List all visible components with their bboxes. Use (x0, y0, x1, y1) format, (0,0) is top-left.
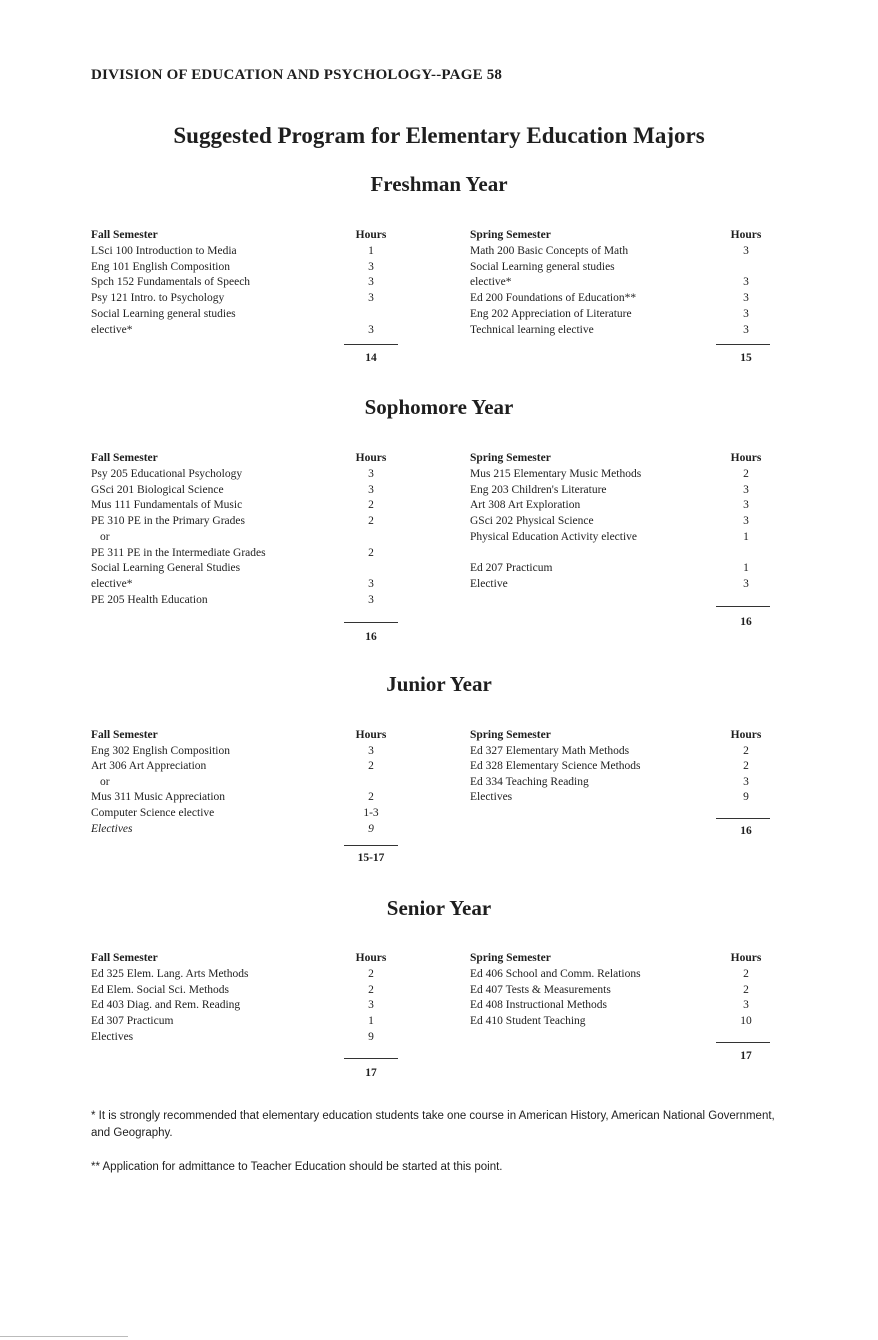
spring-course: Social Learning general studies (470, 260, 615, 273)
spring-course-hours: 3 (743, 308, 749, 320)
fall-course-hours: 9 (368, 822, 374, 835)
spring-course: Art 308 Art Exploration (470, 499, 581, 512)
fall-course-hours: 3 (368, 292, 374, 305)
spring-semester-heading: Spring Semester (470, 729, 551, 741)
spring-hours-heading: Hours (730, 729, 762, 741)
spring-course-hours: 3 (743, 499, 749, 512)
fall-total-hours: 17 (365, 1067, 377, 1079)
spring-total-hours: 17 (740, 1050, 752, 1062)
fall-course: elective* (91, 578, 133, 590)
spring-total-hours: 15 (740, 352, 752, 364)
spring-course-hours: 2 (743, 983, 749, 996)
spring-course: Ed 328 Elementary Science Methods (470, 760, 641, 773)
fall-course: Ed 403 Diag. and Rem. Reading (91, 999, 241, 1012)
fall-course: Ed Elem. Social Sci. Methods (91, 983, 229, 996)
spring-total-rule (716, 344, 770, 345)
spring-course: Technical learning elective (470, 323, 594, 336)
fall-total-hours: 15-17 (357, 852, 385, 864)
spring-semester-heading: Spring Semester (470, 229, 551, 241)
spring-course-hours: 3 (743, 483, 749, 496)
page-header: DIVISION OF EDUCATION AND PSYCHOLOGY--PAGE 58 (91, 67, 503, 83)
spring-course: GSci 202 Physical Science (470, 515, 594, 527)
spring-total-rule (716, 606, 770, 607)
spring-course-hours: 3 (743, 775, 749, 788)
footnote-1: * It is strongly recommended that elementary education students take one course in American History, American National Government, and Geography. (91, 1110, 775, 1139)
fall-course: or (100, 775, 110, 788)
fall-course: Social Learning General Studies (91, 562, 241, 575)
fall-course-hours: 2 (368, 967, 374, 980)
fall-course-hours: 2 (368, 760, 374, 773)
spring-course: Ed 200 Foundations of Education** (470, 292, 637, 305)
spring-course: Ed 406 School and Comm. Relations (470, 967, 641, 980)
fall-total-rule (344, 845, 398, 846)
spring-course-hours: 3 (743, 292, 749, 305)
fall-course-hours: 2 (368, 546, 374, 559)
fall-course: Psy 121 Intro. to Psychology (91, 292, 225, 305)
spring-course-hours: 3 (743, 515, 749, 527)
spring-course: Eng 202 Appreciation of Literature (470, 308, 632, 320)
fall-hours-heading: Hours (355, 729, 387, 741)
fall-total-rule (344, 344, 398, 345)
fall-hours-heading: Hours (355, 229, 387, 241)
fall-course: or (100, 530, 110, 543)
fall-course: Spch 152 Fundamentals of Speech (91, 276, 251, 289)
spring-course: Ed 327 Elementary Math Methods (470, 744, 630, 757)
fall-course: Mus 111 Fundamentals of Music (91, 499, 243, 512)
fall-total-rule (344, 1058, 398, 1059)
fall-course-hours: 3 (368, 578, 374, 590)
spring-course-hours: 2 (743, 744, 749, 757)
fall-course: Ed 307 Practicum (91, 1015, 174, 1027)
page-bottom-rule (0, 1336, 128, 1337)
spring-course-hours: 3 (743, 244, 749, 257)
fall-course-hours: 3 (368, 483, 374, 496)
spring-course: Ed 334 Teaching Reading (470, 775, 589, 788)
fall-course-hours: 3 (368, 260, 374, 273)
fall-course-hours: 2 (368, 499, 374, 512)
spring-course-hours: 2 (743, 760, 749, 773)
page-title: Suggested Program for Elementary Education Majors (173, 123, 705, 148)
spring-course: Ed 408 Instructional Methods (470, 999, 608, 1012)
fall-course: Computer Science elective (91, 807, 215, 819)
spring-hours-heading: Hours (730, 952, 762, 964)
spring-total-rule (716, 1042, 770, 1043)
spring-course: Eng 203 Children's Literature (470, 483, 607, 496)
fall-course-hours: 3 (368, 593, 374, 606)
spring-semester-heading: Spring Semester (470, 452, 551, 464)
spring-course-hours: 2 (743, 967, 749, 980)
fall-course: PE 311 PE in the Intermediate Grades (91, 546, 266, 559)
spring-course: Electives (470, 791, 513, 804)
spring-course-hours: 1 (743, 530, 749, 543)
fall-course: Electives (91, 1030, 134, 1043)
fall-course: Mus 311 Music Appreciation (91, 791, 226, 804)
fall-course: Eng 302 English Composition (91, 744, 230, 757)
fall-course-hours: 3 (368, 323, 374, 336)
spring-course-hours: 1 (743, 562, 749, 575)
year-title: Senior Year (386, 896, 492, 920)
fall-course: Art 306 Art Appreciation (91, 760, 207, 773)
fall-semester-heading: Fall Semester (91, 729, 158, 741)
fall-course-hours: 3 (368, 744, 374, 757)
spring-course-hours: 9 (743, 791, 749, 804)
fall-course: PE 205 Health Education (91, 593, 208, 606)
spring-total-hours: 16 (740, 616, 752, 628)
fall-course: Eng 101 English Composition (91, 260, 230, 273)
fall-course: GSci 201 Biological Science (91, 483, 224, 496)
spring-course-hours: 3 (743, 578, 749, 590)
spring-course-hours: 3 (743, 999, 749, 1012)
fall-course-hours: 9 (368, 1030, 374, 1043)
fall-semester-heading: Fall Semester (91, 229, 158, 241)
fall-total-rule (344, 622, 398, 623)
spring-course-hours: 3 (743, 276, 749, 289)
spring-semester-heading: Spring Semester (470, 952, 551, 964)
fall-course-hours: 3 (368, 999, 374, 1012)
fall-total-hours: 14 (365, 352, 377, 364)
fall-course: Ed 325 Elem. Lang. Arts Methods (91, 967, 249, 980)
year-title: Junior Year (386, 672, 492, 696)
fall-course-hours: 2 (368, 983, 374, 996)
fall-hours-heading: Hours (355, 952, 387, 964)
fall-course: Electives (91, 822, 133, 835)
fall-course-hours: 3 (368, 276, 374, 289)
fall-course: LSci 100 Introduction to Media (91, 244, 237, 257)
footnote-2: ** Application for admittance to Teacher Education should be started at this point. (91, 1161, 503, 1173)
spring-course-hours: 3 (743, 323, 749, 336)
spring-course: Ed 410 Student Teaching (470, 1015, 586, 1027)
fall-course-hours: 1 (368, 1015, 374, 1027)
spring-total-rule (716, 818, 770, 819)
fall-course: PE 310 PE in the Primary Grades (91, 515, 245, 527)
fall-semester-heading: Fall Semester (91, 452, 158, 464)
spring-course: Physical Education Activity elective (470, 530, 638, 543)
spring-course-hours: 10 (740, 1015, 752, 1027)
spring-course-hours: 2 (743, 467, 749, 480)
fall-course-hours: 3 (368, 467, 374, 480)
fall-total-hours: 16 (365, 631, 377, 643)
year-title: Sophomore Year (364, 395, 514, 419)
spring-course: Elective (470, 578, 508, 590)
spring-hours-heading: Hours (730, 452, 762, 464)
fall-course-hours: 2 (368, 515, 374, 527)
spring-course: Math 200 Basic Concepts of Math (470, 244, 629, 257)
spring-course: Mus 215 Elementary Music Methods (470, 467, 642, 480)
spring-course: elective* (470, 276, 512, 289)
fall-course: Social Learning general studies (91, 308, 236, 320)
fall-course-hours: 2 (368, 791, 374, 804)
spring-total-hours: 16 (740, 825, 752, 837)
year-title: Freshman Year (370, 172, 508, 196)
fall-course-hours: 1-3 (363, 807, 379, 819)
fall-course: Psy 205 Educational Psychology (91, 467, 243, 480)
fall-hours-heading: Hours (355, 452, 387, 464)
fall-course: elective* (91, 323, 133, 336)
fall-semester-heading: Fall Semester (91, 952, 158, 964)
spring-hours-heading: Hours (730, 229, 762, 241)
spring-course: Ed 207 Practicum (470, 562, 553, 575)
spring-course: Ed 407 Tests & Measurements (470, 983, 611, 996)
fall-course-hours: 1 (368, 244, 374, 257)
